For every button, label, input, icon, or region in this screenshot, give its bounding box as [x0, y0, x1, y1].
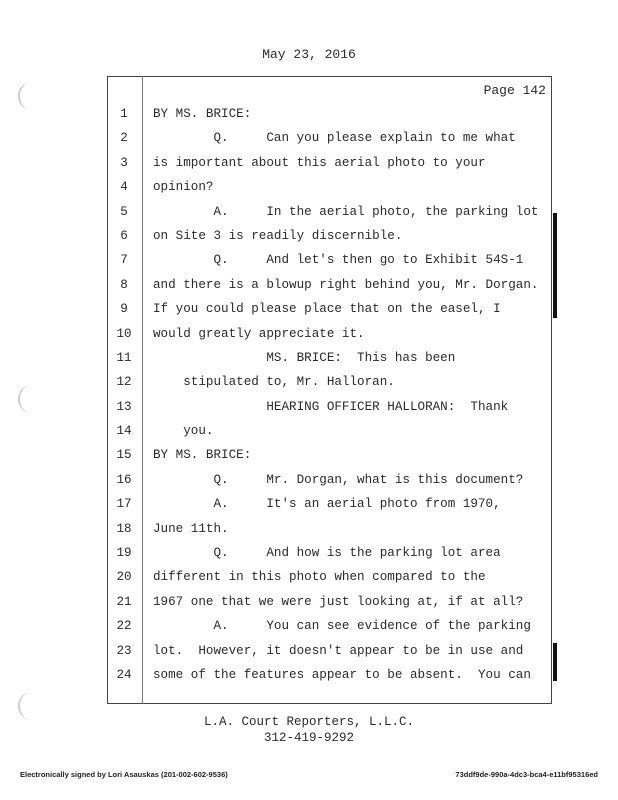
- line-number: 7: [120, 253, 128, 268]
- line-text: BY MS. BRICE:: [153, 448, 252, 463]
- line-number: 4: [120, 180, 128, 195]
- line-text: opinion?: [153, 180, 214, 195]
- punch-hole-top: [18, 82, 44, 110]
- line-number: 17: [116, 497, 132, 512]
- transcript-line: [107, 590, 552, 614]
- line-text: If you could please place that on the easel, I: [153, 302, 501, 317]
- line-text: Q. Mr. Dorgan, what is this document?: [153, 472, 524, 487]
- line-text: lot. However, it doesn't appear to be in use and: [153, 643, 524, 658]
- transcript-line: [107, 248, 552, 272]
- line-text: you.: [153, 424, 214, 439]
- line-text: Q. And how is the parking lot area: [153, 546, 501, 561]
- transcript-lines: [107, 102, 552, 687]
- transcript-line: [107, 102, 552, 126]
- line-text: stipulated to, Mr. Halloran.: [153, 375, 395, 390]
- line-number: 2: [120, 131, 128, 146]
- line-text: Q. And let's then go to Exhibit 54S-1: [153, 253, 524, 268]
- line-text: A. You can see evidence of the parking: [153, 619, 531, 634]
- line-number: 6: [120, 228, 128, 243]
- transcript-line: [107, 346, 552, 370]
- line-text: 1967 one that we were just looking at, if at all?: [153, 594, 524, 609]
- page-number: Page 142: [483, 83, 546, 98]
- signature-id: 73ddf9de-990a-4dc3-bca4-e11bf95316ed: [455, 770, 598, 779]
- line-number: 22: [116, 619, 132, 634]
- transcript-line: [107, 395, 552, 419]
- line-text: A. In the aerial photo, the parking lot: [153, 204, 539, 219]
- line-text: MS. BRICE: This has been: [153, 350, 456, 365]
- line-number: 1: [120, 107, 128, 121]
- transcript-line: [107, 663, 552, 687]
- transcript-line: [107, 322, 552, 346]
- line-text: different in this photo when compared to the: [153, 570, 486, 585]
- transcript-line: [107, 639, 552, 663]
- transcript-line: [107, 175, 552, 199]
- line-number: 8: [120, 277, 128, 292]
- line-number: 3: [120, 155, 128, 170]
- line-text: BY MS. BRICE:: [153, 107, 252, 121]
- transcript-line: [107, 565, 552, 589]
- line-number: 20: [116, 570, 132, 585]
- transcript-line: [107, 419, 552, 443]
- line-number: 13: [116, 399, 132, 414]
- transcript-line: [107, 126, 552, 150]
- line-number: 19: [116, 546, 132, 561]
- transcript-line: [107, 443, 552, 467]
- line-number: 15: [116, 448, 132, 463]
- signature-text: Electronically signed by Lori Asauskas (201-002-602-9536): [20, 770, 228, 779]
- transcript-line: [107, 517, 552, 541]
- line-text: on Site 3 is readily discernible.: [153, 228, 403, 243]
- line-text: and there is a blowup right behind you, Mr. Dorgan.: [153, 277, 539, 292]
- line-number: 24: [116, 667, 132, 682]
- header-date: May 23, 2016: [262, 47, 356, 62]
- line-number: 10: [116, 326, 132, 341]
- line-text: A. It's an aerial photo from 1970,: [153, 497, 501, 512]
- line-text: would greatly appreciate it.: [153, 326, 365, 341]
- footer-phone: 312-419-9292: [263, 731, 354, 745]
- transcript-line: [107, 151, 552, 175]
- line-number: 12: [116, 375, 132, 390]
- line-number: 5: [120, 204, 128, 219]
- transcript-line: [107, 273, 552, 297]
- line-number: 21: [116, 594, 132, 609]
- transcript-line: [107, 541, 552, 565]
- line-text: is important about this aerial photo to your: [153, 155, 486, 170]
- transcript-line: [107, 468, 552, 492]
- change-bar: [553, 643, 557, 681]
- punch-hole-middle: [18, 385, 44, 413]
- transcript-line: [107, 200, 552, 224]
- line-number: 11: [116, 350, 132, 365]
- line-number: 23: [116, 643, 132, 658]
- transcript-line: [107, 224, 552, 248]
- transcript-line: [107, 492, 552, 516]
- line-number: 16: [116, 472, 132, 487]
- change-bar: [553, 213, 557, 318]
- line-number: 18: [116, 521, 132, 536]
- line-number: 9: [120, 302, 128, 317]
- line-number: 14: [116, 424, 132, 439]
- line-text: Q. Can you please explain to me what: [153, 131, 516, 146]
- line-text: June 11th.: [153, 521, 229, 536]
- transcript-line: [107, 370, 552, 394]
- footer-reporter: L.A. Court Reporters, L.L.C.: [203, 715, 415, 729]
- transcript-line: [107, 614, 552, 638]
- transcript-line: [107, 297, 552, 321]
- line-text: some of the features appear to be absent. You can: [153, 667, 531, 682]
- line-text: HEARING OFFICER HALLORAN: Thank: [153, 399, 509, 414]
